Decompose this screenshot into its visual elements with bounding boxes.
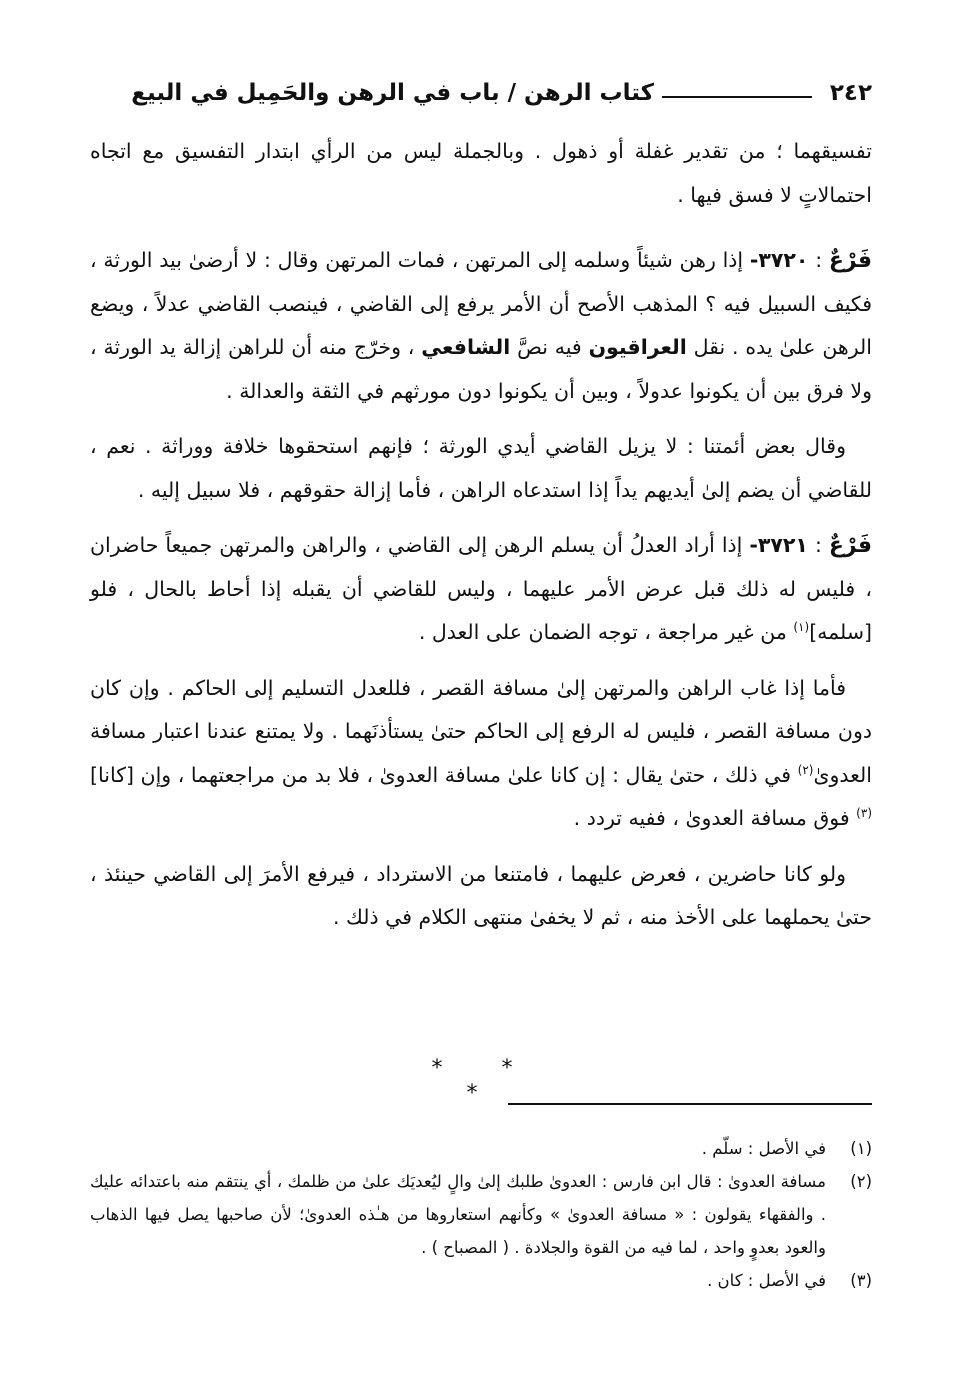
paragraph-text: فوق مسافة العدوىٰ ، ففيه تردد . [573, 806, 857, 830]
footnote-ref-1[interactable]: (١) [793, 620, 810, 635]
far-heading: فَرْعٌ [828, 533, 872, 558]
footnote-ref-3[interactable]: (٣) [856, 806, 872, 821]
header-rule [662, 96, 812, 98]
footnote-rule [508, 1103, 872, 1105]
footnote-text: في الأصل : سلّم . [701, 1139, 826, 1158]
paragraph: تفسيقهما ؛ من تقدير غفلة أو ذهول . وبالجملة ليس من الرأي ابتدار التفسيق مع اتجاه احتمالاتٍ لا فسق فيها . [90, 139, 872, 207]
paragraph: ولو كانا حاضرين ، فعرض عليهما ، فامتنعا من الاسترداد ، فيرفع الأمرَ إلى القاضي حينئذ ، حتىٰ يحملهما على الأخذ منه ، ثم لا يخفىٰ منتهى الكلام في ذلك . [90, 861, 872, 929]
footnote-text: مسافة العدوىٰ : قال ابن فارس : العدوىٰ طلبك إلىٰ والٍ ليُعديَك علىٰ من ظلمك ، أي ينتقم منه باعتدائه عليك . والفقهاء يقولون : « مسافة العدوىٰ » وكأنهم استعاروها من هـٰذه العدوىٰ؛ لأن صاحبها يصل فيها الذهاب والعود بعدوٍ واحد ، لما فيه من القوة والجلادة . ( المصباح ) . [90, 1172, 826, 1257]
far-heading: فَرْعٌ [828, 248, 872, 273]
footnote-ref-2[interactable]: (٢) [797, 762, 814, 777]
footnote [90, 1264, 872, 1297]
paragraph-text: من غير مراجعة ، توجه الضمان على العدل . [418, 620, 794, 644]
footnotes [90, 1132, 872, 1297]
paragraph-3720 [90, 239, 872, 413]
separator-colon: : [808, 248, 829, 272]
section-separator: * * * [431, 1056, 539, 1106]
paragraph-text: فيه نصَّ [510, 335, 589, 359]
separator-colon: : [807, 533, 829, 557]
footnote-number: (١) [850, 1139, 872, 1158]
paragraph-text: في ذلك ، حتىٰ يقال : إن كانا علىٰ مسافة العدوىٰ ، فلا بد من مراجعتهما ، وإن [كانا] [90, 762, 798, 787]
running-title: كتاب الرهن / باب في الرهن والحَمِيل في البيع [131, 80, 654, 106]
bold-term-shafii: الشافعي [421, 335, 511, 359]
page-header [90, 78, 872, 118]
footnote-number: (٢) [850, 1172, 872, 1191]
footnote-number: (٣) [850, 1271, 872, 1290]
footnote [90, 1132, 872, 1165]
footnote [90, 1165, 872, 1264]
footnote-text: في الأصل : كان . [707, 1271, 826, 1290]
paragraph [90, 667, 872, 841]
issue-number: ٣٧٢٠- [749, 248, 809, 272]
paragraph-text: إذا أراد العدلُ أن يسلم الرهن إلى القاضي ، والراهن والمرتهن جميعاً حاضران ، فليس له ذلك قبل عرض الأمر عليهما ، وليس للقاضي أن يقبله إذا أحاط بالحال ، فلو [سلمه] [90, 533, 872, 644]
paragraph-text: فأما إذا غاب الراهن والمرتهن إلىٰ مسافة القصر ، فللعدل التسليم إلى الحاكم . وإن كان دون مسافة القصر ، فليس له الرفع إلى الحاكم حتىٰ يستأذنَهما . ولا يمتنع عندنا اعتبار مسافة العدوىٰ [90, 675, 872, 787]
issue-number: ٣٧٢١- [749, 533, 808, 557]
page-number: ٢٤٢ [829, 80, 872, 106]
paragraph: وقال بعض أئمتنا : لا يزيل القاضي أيدي الورثة ؛ فإنهم استحقوها خلافة ووراثة . نعم ، للقاضي أن يضم إلىٰ أيديهم يداً إذا استدعاه الراهن ، فأما إزالة حقوقهم ، فلا سبيل إليه . [90, 434, 872, 502]
paragraph-3721 [90, 524, 872, 655]
main-text [90, 130, 872, 952]
paragraph-text: ، وخرّج منه أن للراهن إزالة يد الورثة ، ولا فرق بين أن يكونوا عدولاً ، وبين أن يكونوا دون مورثهم في الثقة والعدالة . [90, 335, 872, 403]
paragraph-text: إذا رهن شيئاً وسلمه إلى المرتهن ، فمات المرتهن وقال : لا أرضىٰ بيد الورثة ، فكيف السبيل فيه ؟ المذهب الأصح أن الأمر يرفع إلى القاضي ، فينصب القاضي عدلاً ، ويضع الرهن علىٰ يده . نقل [90, 248, 872, 359]
bold-term-iraqiyun: العراقيون [588, 335, 687, 359]
